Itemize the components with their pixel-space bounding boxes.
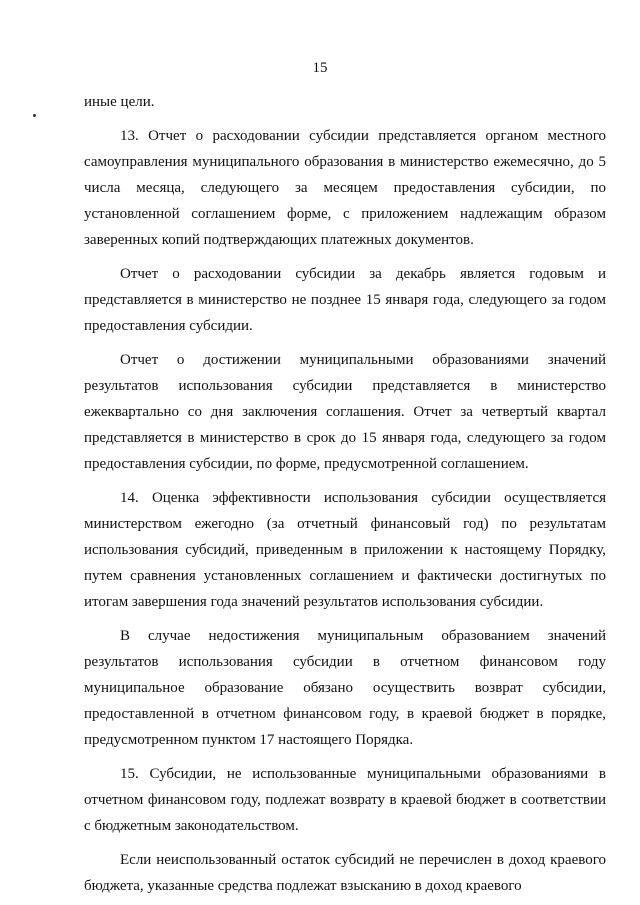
paragraph-continuation: иные цели. [84, 94, 155, 110]
page-number: 15 [312, 60, 328, 76]
paragraph-non-achievement: В случае недостижения муниципальным образованием значений результатов использования субсидии в отчетном финансовом году муниципальное образование обязано осуществить возврат субсидии, предоставленной в отчетном финансовом году, в краевой бюджет в порядке, предусмотренном пунктом 17 настоящего Порядка. [84, 628, 606, 748]
paragraph-results-report: Отчет о достижении муниципальными образованиями значений результатов использования субсидии представляется в министерство ежеквартально со дня заключения соглашения. Отчет за четвертый квартал представляется в министерство в срок до 15 января года, следующего за годом предоставления субсидии, по форме, предусмотренной соглашением. [84, 352, 606, 472]
paragraph-15: 15. Субсидии, не использованные муниципальными образованиями в отчетном финансовом году, подлежат возврату в краевой бюджет в соответствии с бюджетным законодательством. [84, 766, 606, 834]
document-body [84, 89, 606, 899]
paragraph-13: 13. Отчет о расходовании субсидии представляется органом местного самоуправления муниципального образования в министерство ежемесячно, до 5 числа месяца, следующего за месяцем предоставления субсидии, по установленной соглашением форме, с приложением надлежащим образом заверенных копий подтверждающих платежных документов. [84, 128, 606, 248]
paragraph-unused-balance: Если неиспользованный остаток субсидий не перечислен в доход краевого бюджета, указанные средства подлежат взысканию в доход краевого [84, 852, 606, 894]
paragraph-december-report: Отчет о расходовании субсидии за декабрь является годовым и представляется в министерство не позднее 15 января года, следующего за годом предоставления субсидии. [84, 266, 606, 334]
paragraph-14: 14. Оценка эффективности использования субсидии осуществляется министерством ежегодно (за отчетный финансовый год) по результатам использования субсидий, приведенным в приложении к настоящему Порядку, путем сравнения установленных соглашением и фактически достигнутых по итогам завершения года значений результатов использования субсидии. [84, 490, 606, 610]
margin-dot [33, 114, 36, 117]
